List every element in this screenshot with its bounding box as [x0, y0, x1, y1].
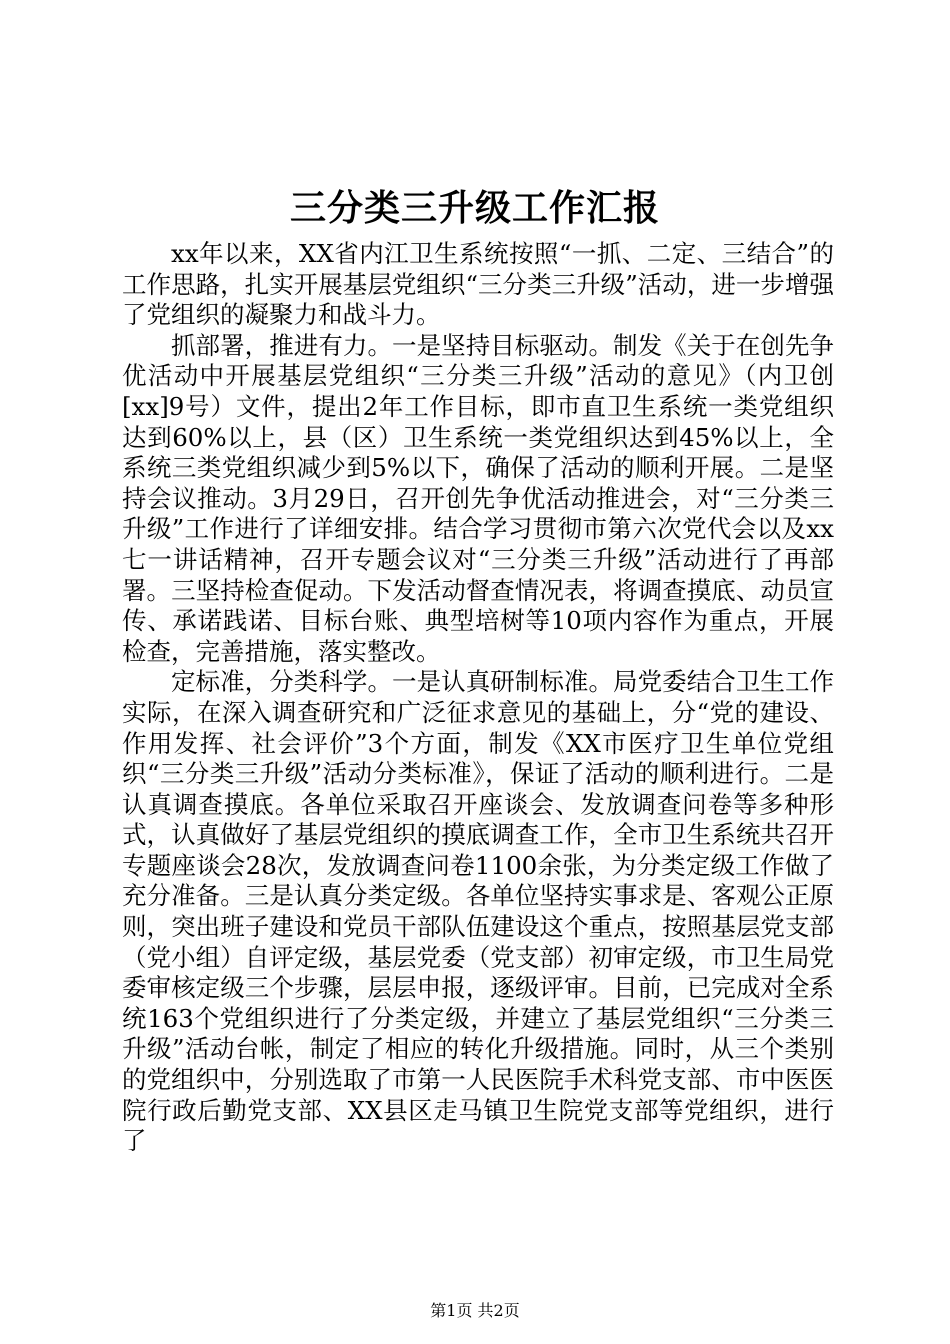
paragraph-intro: xx年以来，XX省内江卫生系统按照“一抓、二定、三结合”的工作思路，扎实开展基层党组织“三分类三升级”活动，进一步增强了党组织的凝聚力和战斗力。: [122, 239, 834, 330]
paragraph-deployment: 抓部署，推进有力。一是坚持目标驱动。制发《关于在创先争优活动中开展基层党组织“三分类三升级”活动的意见》（内卫创[xx]9号）文件，提出2年工作目标，即市直卫生系统一类党组织达到60%以上，县（区）卫生系统一类党组织达到45%以上，全系统三类党组织减少到5%以下，确保了活动的顺利开展。二是坚持会议推动。3月29日，召开创先争优活动推进会，对“三分类三升级”工作进行了详细安排。结合学习贯彻市第六次党代会以及xx七一讲话精神，召开专题会议对“三分类三升级”活动进行了再部署。三坚持检查促动。下发活动督查情况表，将调查摸底、动员宣传、承诺践诺、目标台账、典型培树等10项内容作为重点，开展检查，完善措施，落实整改。: [122, 330, 834, 666]
page-number-current: 第1页: [430, 1301, 473, 1320]
document-title: 三分类三升级工作汇报: [289, 187, 660, 229]
page-footer: [0, 1300, 950, 1322]
document-body: [122, 239, 834, 1157]
page-number-total: 共2页: [477, 1301, 520, 1320]
paragraph-standards: 定标准，分类科学。一是认真研制标准。局党委结合卫生工作实际，在深入调查研究和广泛征求意见的基础上，分“党的建设、作用发挥、社会评价”3个方面，制发《XX市医疗卫生单位党组织“三分类三升级”活动分类标准》，保证了活动的顺利进行。二是认真调查摸底。各单位采取召开座谈会、发放调查问卷等多种形式，认真做好了基层党组织的摸底调查工作，全市卫生系统共召开专题座谈会28次，发放调查问卷1100余张，为分类定级工作做了充分准备。三是认真分类定级。各单位坚持实事求是、客观公正原则，突出班子建设和党员干部队伍建设这个重点，按照基层党支部（党小组）自评定级，基层党委（党支部）初审定级，市卫生局党委审核定级三个步骤，层层申报，逐级评审。目前，已完成对全系统163个党组织进行了分类定级，并建立了基层党组织“三分类三升级”活动台帐，制定了相应的转化升级措施。同时，从三个类别的党组织中，分别选取了市第一人民医院手术科党支部、市中医医院行政后勤党支部、XX县区走马镇卫生院党支部等党组织，进行了: [122, 667, 834, 1156]
